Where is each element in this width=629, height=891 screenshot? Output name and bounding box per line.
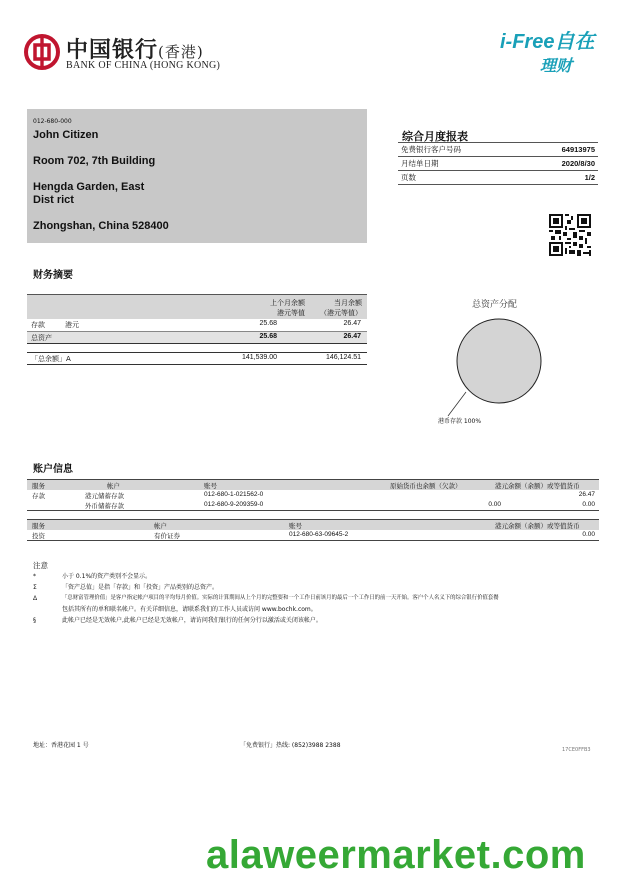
address-line4: Zhongshan, China 528400 (33, 220, 169, 232)
table-row: 免费银行客户号码 64913975 (398, 143, 598, 157)
account-number: 012-680-63-09645-2 (289, 531, 349, 538)
bank-logo-icon (24, 34, 60, 70)
financial-summary-title: 财务摘要 (33, 270, 73, 281)
table-row: 页数 1/2 (398, 171, 598, 185)
financial-summary-header (27, 294, 367, 319)
footer-address: 地址：香港花园 1 号 (33, 742, 89, 749)
address-line2: Hengda Garden, East (33, 181, 145, 193)
pie-leader-line (440, 390, 470, 418)
address-line3: Dist rict (33, 194, 74, 206)
account-info-title: 账户信息 (33, 464, 73, 475)
account-number: 012-680-1-021562-0 (204, 491, 264, 498)
statement-summary-table (398, 142, 598, 185)
bank-name-en: BANK OF CHINA (HONG KONG) (66, 60, 221, 71)
account-table2-header: 服务 帐户 账号 港元余额（余额）或等值货币 (27, 519, 599, 530)
address-line1: Room 702, 7th Building (33, 155, 156, 167)
table-row-total-assets: 总资产 25.68 26.47 (27, 331, 367, 344)
page-count: 1/2 (523, 171, 598, 185)
col-prev-header: 上个月余额 港元等值 (270, 299, 305, 317)
col-curr-header: 当月余额 （港元等值） (320, 299, 362, 317)
account-table1-header: 服务 帐户 账号 原始货币也余额（欠款） 港元余额（余额）或等值货币 (27, 479, 599, 490)
account-number: 012-680-9-209359-0 (204, 501, 264, 508)
watermark-text: alaweermarket.com (206, 833, 586, 877)
ifree-logo: i-Free自在 (500, 31, 595, 53)
customer-number: 64913975 (523, 143, 598, 157)
pie-slice-label: 港币存款 100% (438, 418, 482, 425)
notes-title: 注意 (33, 561, 48, 570)
table-row: 存款 港元 25.68 26.47 (31, 320, 361, 329)
notes-list: * 小于 0.1%的资产类别不会显示。 Σ 「资产总值」是指「存款」和「投资」产品类别的总资产。 Δ 「总财富管理价值」是客户指定帐户项目的平均每月价值。实际的计算期间从上个月的完整要和一个工作日前该月的最后一个工作日的前一天开始。客户个人名义下的综合银行价值套餐 包括其所有的单和联名帐户。有关详细信息，请联系我们的工作人员或访问 www.bochk.com。 § 此帐户已经是无效帐户,此帐户已经是无效帐户，请访问我们银行的任何分行以激活或关闭该帐户。 (33, 573, 499, 624)
table-row: 投资 有价证券 012-680-63-09645-2 0.00 (27, 530, 599, 541)
footer-hotline: 「免费银行」热线: (852)3988 2388 (240, 742, 341, 749)
qr-code-icon (549, 214, 591, 256)
statement-title: 综合月度报表 (402, 130, 468, 143)
address-block (27, 109, 367, 243)
ifree-logo-sub: 理财 (540, 56, 573, 75)
footer-code: 17CE0FFB3 (562, 747, 591, 753)
table-row: 月结单日期 2020/8/30 (398, 157, 598, 171)
customer-name: John Citizen (33, 129, 99, 141)
statement-date: 2020/8/30 (523, 157, 598, 171)
allocation-title: 总资产分配 (472, 300, 518, 310)
table-row: 外币储蓄存款 012-680-9-209359-0 0.00 0.00 (27, 500, 599, 511)
account-code: 012-680-000 (33, 118, 72, 125)
table-row-grand-total: 「总余额」A 141,539.00 146,124.51 (27, 352, 367, 365)
table-row: 存款 港元储蓄存款 012-680-1-021562-0 26.47 (32, 491, 595, 500)
bank-name-cn: 中国银行(香港) (66, 37, 204, 63)
